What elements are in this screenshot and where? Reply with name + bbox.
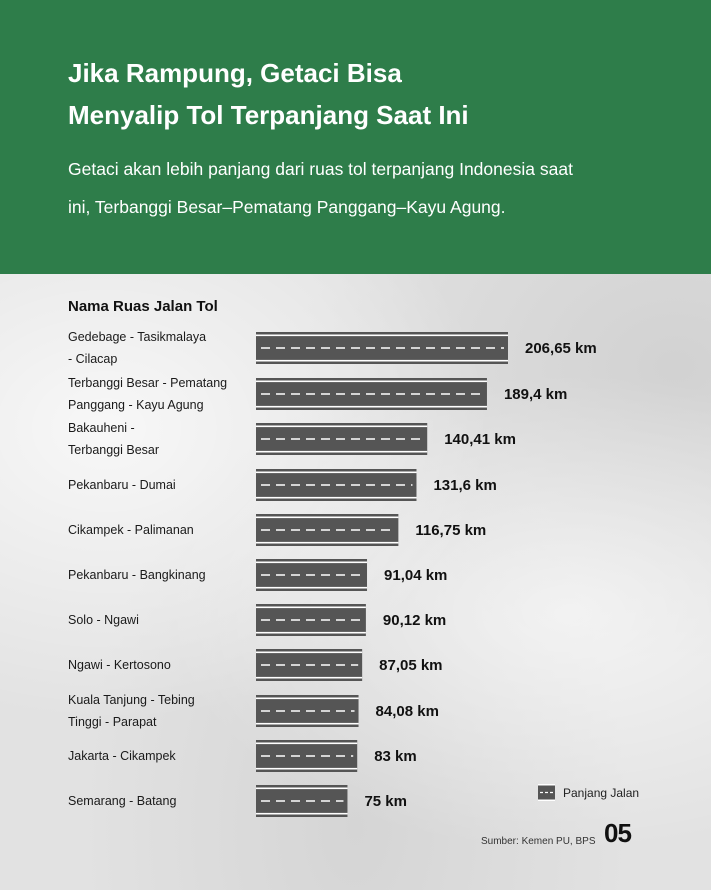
category-label-0-1: - Cilacap xyxy=(68,352,118,366)
bar-edge-top-4 xyxy=(256,517,398,519)
bar-edge-top-3 xyxy=(256,472,416,474)
category-label-6-0: Solo - Ngawi xyxy=(68,613,139,627)
source-note: Sumber: Kemen PU, BPS xyxy=(481,836,596,847)
value-label-6: 90,12 km xyxy=(382,612,447,629)
bar-edge-top-8 xyxy=(256,698,359,700)
chart-legend xyxy=(538,784,639,801)
bar-edge-top-5 xyxy=(256,562,367,564)
legend-label: Panjang Jalan xyxy=(563,785,640,800)
subtitle-line-1: Getaci akan lebih panjang dari ruas tol terpanjang Indonesia saat xyxy=(68,159,573,179)
bar-edge-bottom-6 xyxy=(256,632,366,634)
value-label-5: 91,04 km xyxy=(384,567,448,584)
category-axis-title: Nama Ruas Jalan Tol xyxy=(68,298,218,315)
category-label-2-0: Bakauheni - xyxy=(68,421,135,435)
value-label-8: 84,08 km xyxy=(375,703,439,720)
bar-edge-bottom-2 xyxy=(256,451,427,453)
category-label-8-0: Kuala Tanjung - Tebing xyxy=(68,693,195,707)
category-label-2-1: Terbanggi Besar xyxy=(68,443,160,457)
category-label-0-0: Gedebage - Tasikmalaya xyxy=(68,330,207,344)
value-label-1: 189,4 km xyxy=(503,386,568,403)
road-legend-icon xyxy=(538,784,555,801)
bar-edge-top-6 xyxy=(256,607,366,609)
subtitle-line-2: ini, Terbanggi Besar–Pematang Panggang–Kayu Agung. xyxy=(68,197,506,217)
bar-edge-top-7 xyxy=(256,652,362,654)
category-label-7-0: Ngawi - Kertosono xyxy=(68,658,171,672)
value-label-4: 116,75 km xyxy=(415,522,487,539)
bar-edge-bottom-0 xyxy=(256,360,508,362)
category-label-10-0: Semarang - Batang xyxy=(68,794,177,808)
title-line-2: Menyalip Tol Terpanjang Saat Ini xyxy=(68,100,469,130)
bar-edge-bottom-4 xyxy=(256,542,398,544)
value-label-2: 140,41 km xyxy=(444,431,516,448)
title-line-1: Jika Rampung, Getaci Bisa xyxy=(68,58,402,88)
bar-edge-bottom-1 xyxy=(256,406,487,408)
category-label-1-0: Terbanggi Besar - Pematang xyxy=(68,376,228,390)
bar-edge-bottom-10 xyxy=(256,813,347,815)
category-label-4-0: Cikampek - Palimanan xyxy=(68,523,194,537)
bar-edge-bottom-5 xyxy=(256,587,367,589)
bar-edge-top-2 xyxy=(256,426,427,428)
bar-edge-top-1 xyxy=(256,381,487,383)
value-label-7: 87,05 km xyxy=(379,657,443,674)
value-label-3: 131,6 km xyxy=(433,477,497,494)
category-label-9-0: Jakarta - Cikampek xyxy=(68,749,176,763)
category-label-1-1: Panggang - Kayu Agung xyxy=(68,398,204,412)
bar-edge-bottom-3 xyxy=(256,497,416,499)
page-number: 05 xyxy=(604,818,631,848)
bar-edge-bottom-9 xyxy=(256,768,357,770)
category-label-5-0: Pekanbaru - Bangkinang xyxy=(68,568,206,582)
bar-edge-top-9 xyxy=(256,743,357,745)
bar-edge-bottom-7 xyxy=(256,677,362,679)
value-label-9: 83 km xyxy=(374,748,417,765)
bar-edge-bottom-8 xyxy=(256,723,359,725)
value-label-0: 206,65 km xyxy=(525,340,597,357)
category-label-8-1: Tinggi - Parapat xyxy=(68,715,157,729)
category-label-3-0: Pekanbaru - Dumai xyxy=(68,478,176,492)
bar-edge-top-10 xyxy=(256,788,347,790)
bar-edge-top-0 xyxy=(256,335,508,337)
value-label-10: 75 km xyxy=(364,793,408,810)
